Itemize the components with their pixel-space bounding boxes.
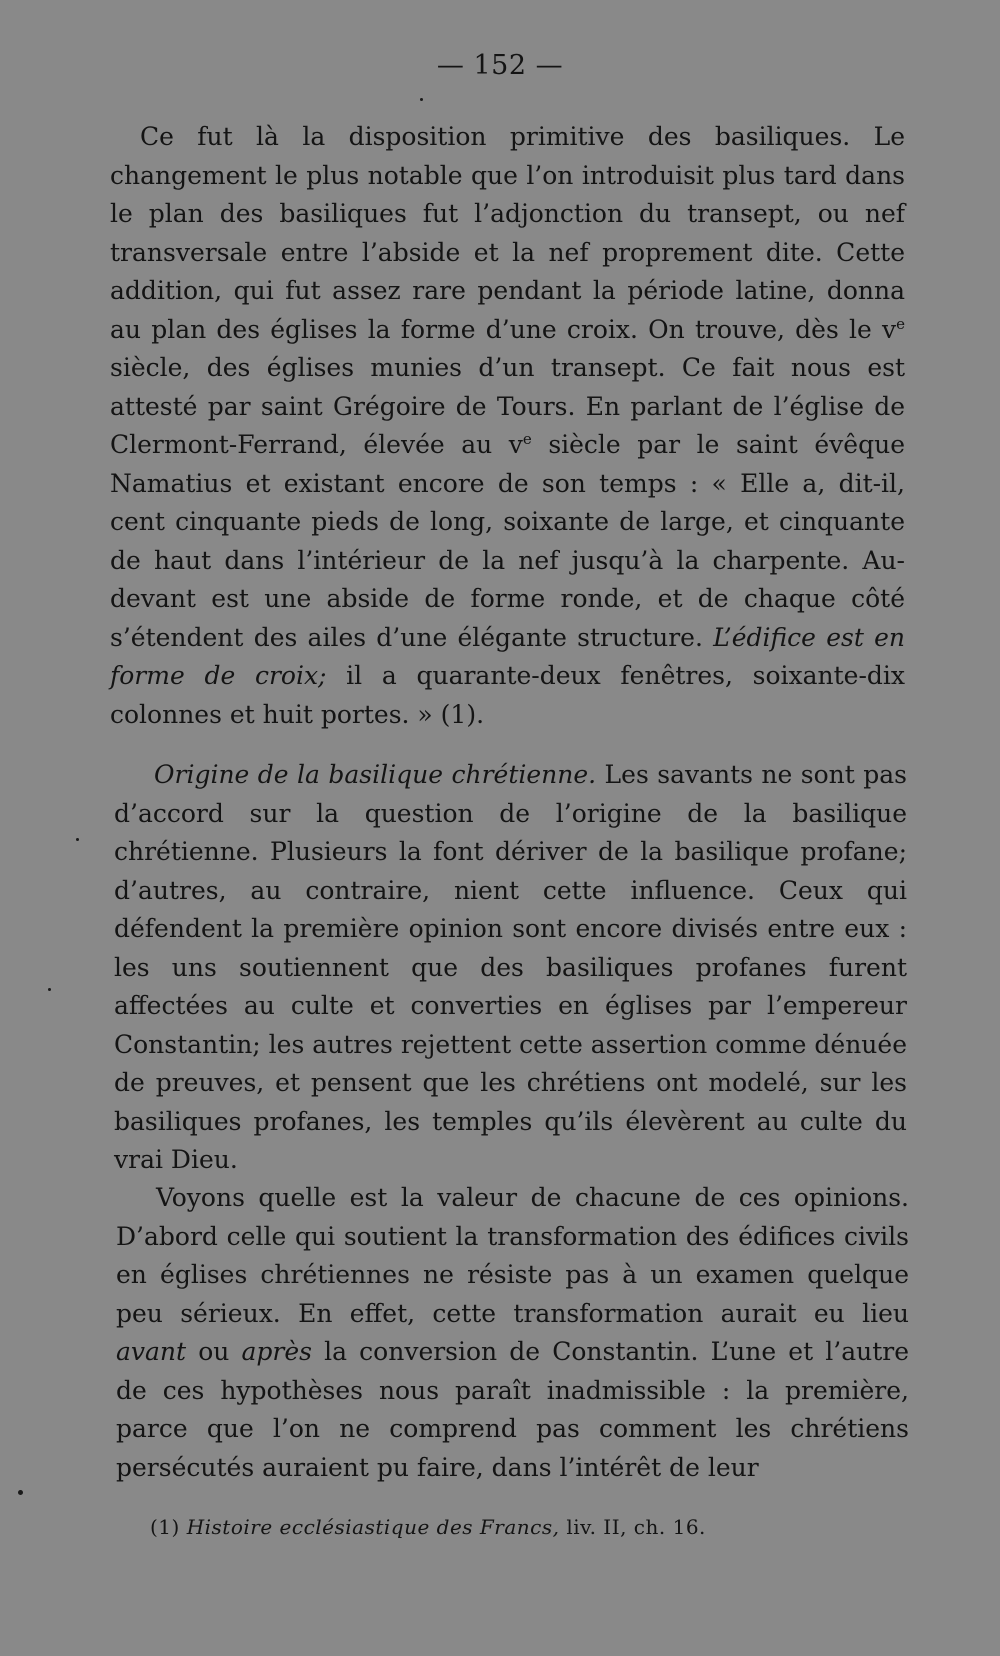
paragraph-text: ou [186,1337,242,1366]
footnote-number: (1) [150,1515,180,1539]
paragraph-basilica-disposition [110,118,905,734]
century-superscript: e [522,430,532,448]
paragraph-text: Ce fut là la disposition primitive des basiliques. Le changement le plus notable que l’on introduisit plus tard dans le plan des basiliques fut l’adjonction du transept, ou nef transversale entre l’abside et la nef proprement dite. Cette addition, qui fut assez rare pendant la période latine, donna au plan des églises la forme d’une croix. On trouve, dès le [110,122,905,344]
paragraph-opinions [116,1179,909,1487]
century-numeral: v [508,430,523,459]
paragraph-text: Voyons quelle est la valeur de chacune de ces opinions. D’abord celle qui soutient la transformation des édifices civils en églises chrétiennes ne résiste pas à un examen quelque peu sérieux. En effet, cette transformation aurait eu lieu [116,1183,909,1328]
paragraph-text: siècle, des églises munies d’un transept. Ce fait nous est attesté par saint Grégoire de Tours. En parlant de l’église de Clermont-Ferrand, élevée au [110,353,905,459]
footnote-reference: liv. II, ch. 16. [559,1515,706,1539]
paragraph-text: il a quarante-deux fenêtres, soixante-dix colonnes et huit portes. » (1). [110,661,906,729]
footnote [150,1515,706,1539]
paper-speck [48,988,51,991]
footnote-title: Histoire ecclésiastique des Francs, [186,1515,560,1539]
italic-word: avant [116,1337,187,1366]
paragraph-origin [114,756,907,1180]
paragraph-text: Les savants ne sont pas d’accord sur la question de l’origine de la basilique chrétienne. Plusieurs la font dériver de la basilique profane; d’autres, au contraire, nient cette influence. Ceux qui défendent la première opinion sont encore divisés entre eux : les uns soutiennent que des basiliques profanes furent affectées au culte et converties en églises par l’empereur Constantin; les autres rejettent cette assertion comme dénuée de preuves, et pensent que les chrétiens ont modelé, sur les basiliques profanes, les temples qu’ils élevèrent au culte du vrai Dieu. [114,760,907,1174]
paragraph-text: la conversion de Constantin. L’une et l’autre de ces hypothèses nous paraît inadmissible : la première, parce que l’on ne comprend pas comment les chrétiens persécutés auraient pu faire, dans l’intérêt de leur [116,1337,910,1482]
paper-speck [18,1490,23,1495]
page-number: — 152 — [436,50,564,81]
century-superscript: e [896,314,905,333]
paragraph-text: siècle par le saint évêque Namatius et existant encore de son temps : « Elle a, dit-il, cent cinquante pieds de long, soixante de large, et cinquante de haut dans l’intérieur de la nef jusqu’à la charpente. Au-devant est une abside de forme ronde, et de chaque côté s’étendent des ailes d’une élégante structure. [110,430,905,652]
italic-word: après [241,1337,312,1366]
paper-speck [76,838,79,841]
section-heading-inline: Origine de la basilique chrétienne. [154,760,597,789]
paper-speck [420,98,423,101]
century-numeral: v [881,314,897,344]
italic-quote: L’édifice est en forme de croix; [110,622,905,690]
